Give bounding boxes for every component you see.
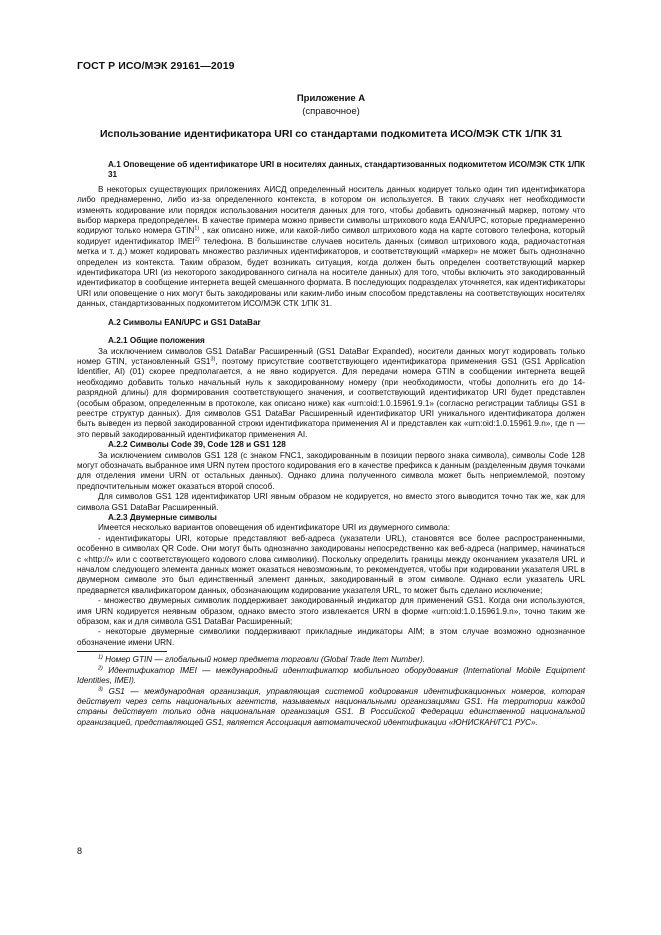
- annex-title: Приложение А: [296, 93, 366, 104]
- annex-subtitle: (справочное): [302, 106, 360, 117]
- footnote-3: $^{3)}$ GS1 — международная организация, управляющая системой кодирования идентификационных номеров, которая действует через сеть национальных агентств, называемых национальными организациями GS1. На территории каждой страны действует только одна национальная организация GS1. В Российской Федерации единственной национальной организацией, представляющей GS1, является Ассоциация автоматической идентификации «ЮНИСКАН/ГС1 РУС».: [77, 685, 585, 727]
- section-a1-paragraph: В некоторых существующих приложениях АИСД определенный носитель данных кодирует только один тип идентификатора либо преднамеренно, либо из-за определенного контекста, в котором он используется. В таких случаях нет необходимости изменять кодирование или порядок использования носителя данных для того, чтобы добавить однозначный маркер, потому что выбор маркера предопределен. В качестве примера можно привести символы штрихового кода EAN/UPC, которые преднамеренно кодируют только номера GTIN$^{1)}$ , как описано ниже, или какой-либо символ штрихового кода на карте сотового телефона, который кодирует идентификатор IMEI$^{2)}$ телефона. В большинстве случаев носитель данных (символ штрихового кода, радиочастотная метка и т. д.) может кодировать множество различных идентификаторов, и соответствующий «маркер» не может быть однозначно определен из контекста. Таким образом, будет возникать ситуация, когда должен быть определен соответствующий маркер идентификатора URI (из некоторого закодированного сигнала на носителе данных) для того, чтобы включить это закодированный идентификатор в сообщение интернета вещей смешанного формата. В последующих подразделах уточняется, как идентификаторы URI или оповещение о них могут быть закодированы или каким-либо иным способом представлены на соответствующих носителях данных, стандартизованных подкомитетом ИСО/МЭК СТК 1/ПК 31.: [77, 184, 585, 309]
- document-id: ГОСТ Р ИСО/МЭК 29161—2019: [77, 60, 235, 72]
- section-a22-paragraph-2: Для символов GS1 128 идентификатор URI явным образом не кодируется, но вместо этого выводится точно так же, как для символа GS1 DataBar Расширенный.: [77, 492, 585, 512]
- annex-main-title: Использование идентификатора URI со стандартами подкомитета ИСО/МЭК СТК 1/ПК 31: [99, 128, 563, 140]
- section-a23-list-item: - некоторые двумерные символики поддерживают прикладные индикаторы AIM; в этом случае возможно однозначное обозначение имени URN.: [77, 627, 585, 647]
- footnote-divider: [77, 651, 167, 652]
- section-a22-paragraph-1: За исключением символов GS1 128 (с знаком FNC1, закодированным в позиции первого знака символа), символы Code 128 могут обозначать выбранное имя URN путем простого кодирования его в качестве префикса к данным (разделенным двумя точками для отделения имени URN от остальных данных). Однако длина полученного символа может быть неприемлемой, поэтому предпочтительным может оказаться второй способ.: [77, 450, 585, 491]
- section-a23-list-item: - идентификаторы URI, которые представляют веб-адреса (указатели URL), становятся все более распространенными, особенно в символах QR Code. Они могут быть однозначно закодированы непосредственно как веб-адреса (например, начинаться с «http://» или с соответствующего кодового слова символики). Поскольку определить границы между окончанием указателя URL и началом следующего элемента данных может оказаться невозможным, то рекомендуется, чтобы при кодировании указателя URL в двумерном символе это был единственный элемент данных, закодированный в этом символе. Однако если указатель URL предваряется квалификатором данных, обозначающим кодирование указателя URL, то может быть сделано исключение;: [77, 533, 585, 595]
- section-a23-list-item: - множество двумерных символик поддерживает закодированный индикатор для применений GS1. Когда они используются, имя URN кодируется неявным образом, однако вместо этого извлекается URN в форме «urn:oid:1.0.15961.9.n», точно таким же образом, как и для символа GS1 DataBar Расширенный;: [77, 596, 585, 627]
- section-a21-heading: А.2.1 Общие положения: [108, 336, 205, 346]
- footnote-1: $^{1)}$ Номер GTIN — глобальный номер предмета торговли (Global Trade Item Number).: [98, 654, 425, 665]
- page-number: 8: [77, 846, 83, 856]
- document-body: [77, 160, 585, 728]
- section-a23-heading: А.2.3 Двумерные символы: [108, 513, 217, 522]
- footnote-2: $^{2)}$ Идентификатор IMEI — международный идентификатор мобильного оборудования (International Mobile Equipment Identities, IMEI).: [77, 664, 585, 686]
- section-a2-heading: А.2 Символы EAN/UPC и GS1 DataBar: [108, 317, 261, 327]
- section-a1-heading: А.1 Оповещение об идентификаторе URI в носителях данных, стандартизованных подкомитетом ИСО/МЭК СТК 1/ПК 31: [108, 160, 585, 180]
- section-a23-intro: Имеется несколько вариантов оповещения об идентификаторе URI из двумерного символа:: [98, 523, 450, 533]
- section-a21-paragraph: За исключением символов GS1 DataBar Расширенный (GS1 DataBar Expanded), носители данных могут кодировать только номер GTIN, установленный GS1$^{3)}$, поэтому присутствие соответствующего идентификатора применения GS1 (GS1 Application Identifier, AI) (01) скорее предполагается, а не явно кодируется. Для передачи номера GTIN в сообщении интернета вещей необходимо добавить только начальный нуль к закодированному номеру (при необходимости, чтобы дополнить его до 14-разрядной длины) для формирования соответствующего значения, и соответствующий идентификатор URI будет представлен (особым образом, определенным в протоколе, как описано ниже) как «urn:oid:1.0.15961.9.1» (согласно регистрации таблицы GS1 в реестре структур данных). Для символов GS1 DataBar Расширенный идентификатор URI уникального идентификатора должен быть выведен из первой закодированной строки идентификатора применения AI и представлен как «urn:oid:1.0.15961.9.n», где n — это первый закодированный идентификатор применения AI.: [77, 346, 586, 439]
- section-a22-heading: А.2.2 Символы Code 39, Code 128 и GS1 128: [108, 440, 286, 450]
